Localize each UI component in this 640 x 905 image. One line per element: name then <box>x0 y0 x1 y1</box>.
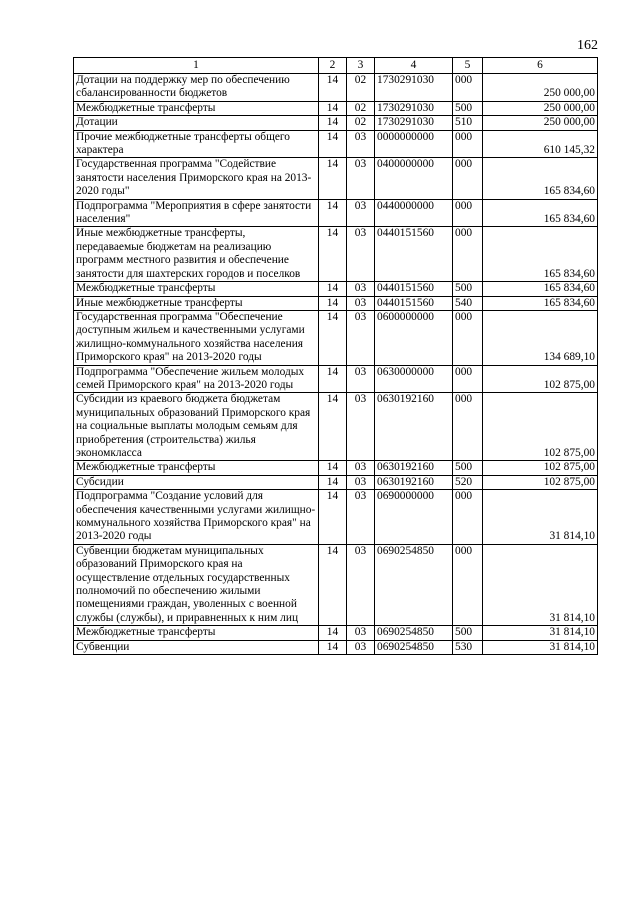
column-header: 4 <box>375 58 453 74</box>
row-expense-type: 000 <box>453 544 483 625</box>
row-expense-type: 000 <box>453 490 483 545</box>
row-name: Межбюджетные трансферты <box>74 461 319 475</box>
row-amount: 31 814,10 <box>483 626 598 640</box>
row-amount: 165 834,60 <box>483 227 598 282</box>
column-header: 2 <box>319 58 347 74</box>
row-amount: 102 875,00 <box>483 365 598 393</box>
row-subsection: 03 <box>347 310 375 365</box>
row-amount: 134 689,10 <box>483 310 598 365</box>
row-name: Межбюджетные трансферты <box>74 626 319 640</box>
table-row <box>74 74 598 102</box>
row-name: Прочие межбюджетные трансферты общего характера <box>74 130 319 158</box>
row-target-code: 0690254850 <box>375 626 453 640</box>
row-target-code: 0630192160 <box>375 393 453 461</box>
row-name: Дотации <box>74 116 319 130</box>
row-section: 14 <box>319 640 347 654</box>
row-subsection: 03 <box>347 227 375 282</box>
row-amount: 250 000,00 <box>483 74 598 102</box>
row-target-code: 0000000000 <box>375 130 453 158</box>
row-expense-type: 000 <box>453 365 483 393</box>
column-header: 3 <box>347 58 375 74</box>
table-row <box>74 626 598 640</box>
row-expense-type: 000 <box>453 199 483 227</box>
table-row <box>74 310 598 365</box>
table-row <box>74 282 598 296</box>
row-name: Субсидии из краевого бюджета бюджетам муниципальных образований Приморского края на социальные выплаты молодым семьям для приобретения (строительства) жилья экономкласса <box>74 393 319 461</box>
row-subsection: 03 <box>347 296 375 310</box>
table-row <box>74 199 598 227</box>
row-section: 14 <box>319 393 347 461</box>
row-amount: 250 000,00 <box>483 101 598 115</box>
table-header-row <box>74 58 598 74</box>
row-name: Межбюджетные трансферты <box>74 282 319 296</box>
row-amount: 31 814,10 <box>483 544 598 625</box>
row-subsection: 03 <box>347 461 375 475</box>
table-row <box>74 158 598 199</box>
row-subsection: 03 <box>347 199 375 227</box>
row-section: 14 <box>319 227 347 282</box>
row-name: Государственная программа "Обеспечение доступным жильем и качественными услугами жилищно-коммунального хозяйства населения Приморского края" на 2013-2020 годы <box>74 310 319 365</box>
row-target-code: 0690254850 <box>375 544 453 625</box>
row-name: Субвенции <box>74 640 319 654</box>
row-amount: 610 145,32 <box>483 130 598 158</box>
row-section: 14 <box>319 282 347 296</box>
row-name: Иные межбюджетные трансферты, передаваемые бюджетам на реализацию программ местного развития и обеспечение занятости для шахтерских городов и поселков <box>74 227 319 282</box>
row-expense-type: 530 <box>453 640 483 654</box>
row-subsection: 03 <box>347 130 375 158</box>
row-section: 14 <box>319 626 347 640</box>
row-section: 14 <box>319 461 347 475</box>
table-row <box>74 296 598 310</box>
table-row <box>74 461 598 475</box>
row-target-code: 0440000000 <box>375 199 453 227</box>
column-header: 5 <box>453 58 483 74</box>
row-amount: 102 875,00 <box>483 393 598 461</box>
row-expense-type: 000 <box>453 310 483 365</box>
table-row <box>74 116 598 130</box>
row-expense-type: 500 <box>453 101 483 115</box>
table-row <box>74 101 598 115</box>
row-amount: 165 834,60 <box>483 282 598 296</box>
row-expense-type: 510 <box>453 116 483 130</box>
row-target-code: 0630000000 <box>375 365 453 393</box>
row-name: Субсидии <box>74 475 319 489</box>
column-header: 6 <box>483 58 598 74</box>
row-expense-type: 500 <box>453 626 483 640</box>
row-section: 14 <box>319 365 347 393</box>
row-name: Подпрограмма "Мероприятия в сфере занятости населения" <box>74 199 319 227</box>
row-amount: 102 875,00 <box>483 461 598 475</box>
row-expense-type: 520 <box>453 475 483 489</box>
row-name: Государственная программа "Содействие занятости населения Приморского края на 2013-2020 годы" <box>74 158 319 199</box>
row-section: 14 <box>319 74 347 102</box>
row-expense-type: 500 <box>453 282 483 296</box>
row-subsection: 02 <box>347 74 375 102</box>
budget-table <box>73 57 598 655</box>
row-section: 14 <box>319 544 347 625</box>
row-expense-type: 000 <box>453 74 483 102</box>
table-row <box>74 640 598 654</box>
table-row <box>74 475 598 489</box>
row-target-code: 0600000000 <box>375 310 453 365</box>
table-row <box>74 130 598 158</box>
row-subsection: 03 <box>347 475 375 489</box>
row-target-code: 0400000000 <box>375 158 453 199</box>
row-section: 14 <box>319 158 347 199</box>
row-target-code: 0440151560 <box>375 296 453 310</box>
row-section: 14 <box>319 296 347 310</box>
row-expense-type: 000 <box>453 227 483 282</box>
row-amount: 165 834,60 <box>483 158 598 199</box>
row-amount: 102 875,00 <box>483 475 598 489</box>
page-number: 162 <box>577 38 598 53</box>
row-target-code: 0630192160 <box>375 461 453 475</box>
row-name: Дотации на поддержку мер по обеспечению сбалансированности бюджетов <box>74 74 319 102</box>
row-section: 14 <box>319 475 347 489</box>
row-target-code: 0690254850 <box>375 640 453 654</box>
row-target-code: 1730291030 <box>375 74 453 102</box>
row-name: Подпрограмма "Создание условий для обеспечения качественными услугами жилищно-коммунального хозяйства Приморского края" на 2013-2020 годы <box>74 490 319 545</box>
row-section: 14 <box>319 130 347 158</box>
row-expense-type: 500 <box>453 461 483 475</box>
row-amount: 31 814,10 <box>483 640 598 654</box>
row-section: 14 <box>319 199 347 227</box>
table-row <box>74 227 598 282</box>
row-amount: 165 834,60 <box>483 296 598 310</box>
row-target-code: 0440151560 <box>375 227 453 282</box>
table-row <box>74 490 598 545</box>
row-target-code: 0440151560 <box>375 282 453 296</box>
row-subsection: 03 <box>347 640 375 654</box>
row-name: Подпрограмма "Обеспечение жильем молодых семей Приморского края" на 2013-2020 годы <box>74 365 319 393</box>
row-expense-type: 000 <box>453 158 483 199</box>
row-expense-type: 000 <box>453 130 483 158</box>
row-subsection: 03 <box>347 544 375 625</box>
row-name: Иные межбюджетные трансферты <box>74 296 319 310</box>
row-subsection: 02 <box>347 116 375 130</box>
row-target-code: 1730291030 <box>375 116 453 130</box>
row-subsection: 02 <box>347 101 375 115</box>
table-row <box>74 393 598 461</box>
row-name: Межбюджетные трансферты <box>74 101 319 115</box>
row-subsection: 03 <box>347 365 375 393</box>
row-section: 14 <box>319 116 347 130</box>
row-target-code: 0630192160 <box>375 475 453 489</box>
row-section: 14 <box>319 101 347 115</box>
row-subsection: 03 <box>347 490 375 545</box>
row-amount: 250 000,00 <box>483 116 598 130</box>
row-subsection: 03 <box>347 393 375 461</box>
row-subsection: 03 <box>347 282 375 296</box>
row-expense-type: 540 <box>453 296 483 310</box>
row-amount: 165 834,60 <box>483 199 598 227</box>
row-section: 14 <box>319 310 347 365</box>
table-row <box>74 365 598 393</box>
row-target-code: 0690000000 <box>375 490 453 545</box>
row-name: Субвенции бюджетам муниципальных образований Приморского края на осуществление отдельных государственных полномочий по обеспечению жилыми помещениями граждан, уволенных с военной службы (службы), и приравненных к ним лиц <box>74 544 319 625</box>
row-target-code: 1730291030 <box>375 101 453 115</box>
row-expense-type: 000 <box>453 393 483 461</box>
row-subsection: 03 <box>347 158 375 199</box>
column-header: 1 <box>74 58 319 74</box>
table-row <box>74 544 598 625</box>
row-section: 14 <box>319 490 347 545</box>
row-amount: 31 814,10 <box>483 490 598 545</box>
row-subsection: 03 <box>347 626 375 640</box>
